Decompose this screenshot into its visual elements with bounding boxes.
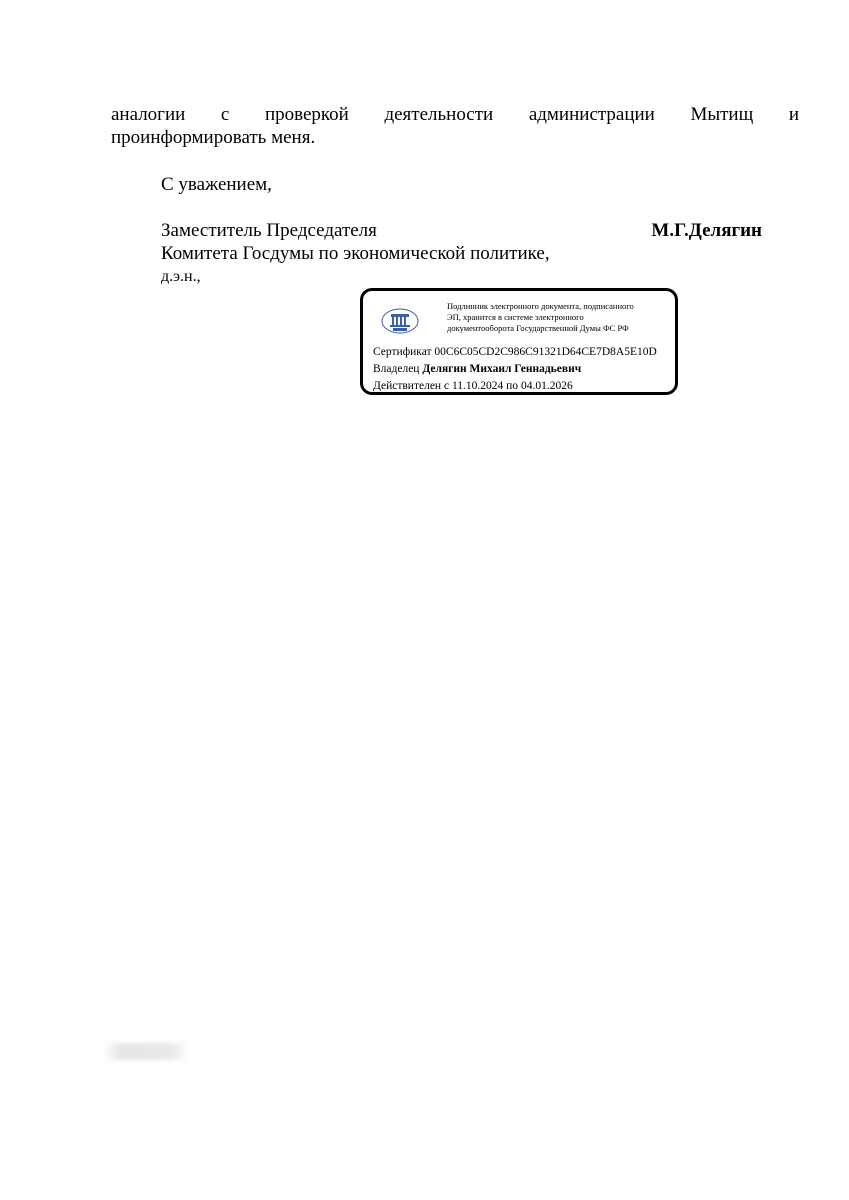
signer-position-line-1: Заместитель Председателя <box>161 220 377 241</box>
validity-line <box>373 378 657 395</box>
state-duma-emblem-icon <box>380 305 420 335</box>
electronic-signature-stamp <box>360 288 678 395</box>
stamp-header <box>447 301 677 334</box>
word: аналогии <box>111 104 186 125</box>
owner-label: Владелец <box>373 363 420 375</box>
stamp-details <box>373 344 657 395</box>
certificate-label: Сертификат <box>373 346 432 358</box>
signature-block <box>161 219 781 288</box>
closing-greeting: С уважением, <box>161 174 272 195</box>
validity-label: Действителен <box>373 380 442 392</box>
stamp-header-line: документооборота Государственной Думы ФС РФ <box>447 323 629 333</box>
word: и <box>788 104 799 125</box>
valid-from-prefix: с <box>443 380 450 392</box>
signer-position-line-2: Комитета Госдумы по экономической политике, <box>161 243 550 264</box>
certificate-line <box>373 344 657 361</box>
page-smudge <box>103 1043 189 1060</box>
signer-degree: д.э.н., <box>161 268 201 285</box>
body-text-line-1 <box>111 103 799 126</box>
valid-from-date: 11.10.2024 <box>451 380 504 392</box>
word: администрации <box>528 104 655 125</box>
stamp-header-line: ЭП, хранится в системе электронного <box>447 312 584 322</box>
signature-row <box>161 219 762 242</box>
certificate-value: 00C6C05CD2C986C91321D64CE7D8A5E10D <box>434 346 657 358</box>
valid-to-date: 04.01.2026 <box>520 380 573 392</box>
signer-name: М.Г.Делягин <box>651 220 762 241</box>
owner-value: Делягин Михаил Геннадьевич <box>422 363 582 375</box>
stamp-header-line: Подлинник электронного документа, подписанного <box>447 301 634 311</box>
valid-to-prefix: по <box>506 380 519 392</box>
word: Мытищ <box>690 104 754 125</box>
body-text-line-2: проинформировать меня. <box>111 127 316 148</box>
word: с <box>220 104 230 125</box>
word: проверкой <box>264 104 349 125</box>
owner-line <box>373 361 657 378</box>
word: деятельности <box>384 104 494 125</box>
